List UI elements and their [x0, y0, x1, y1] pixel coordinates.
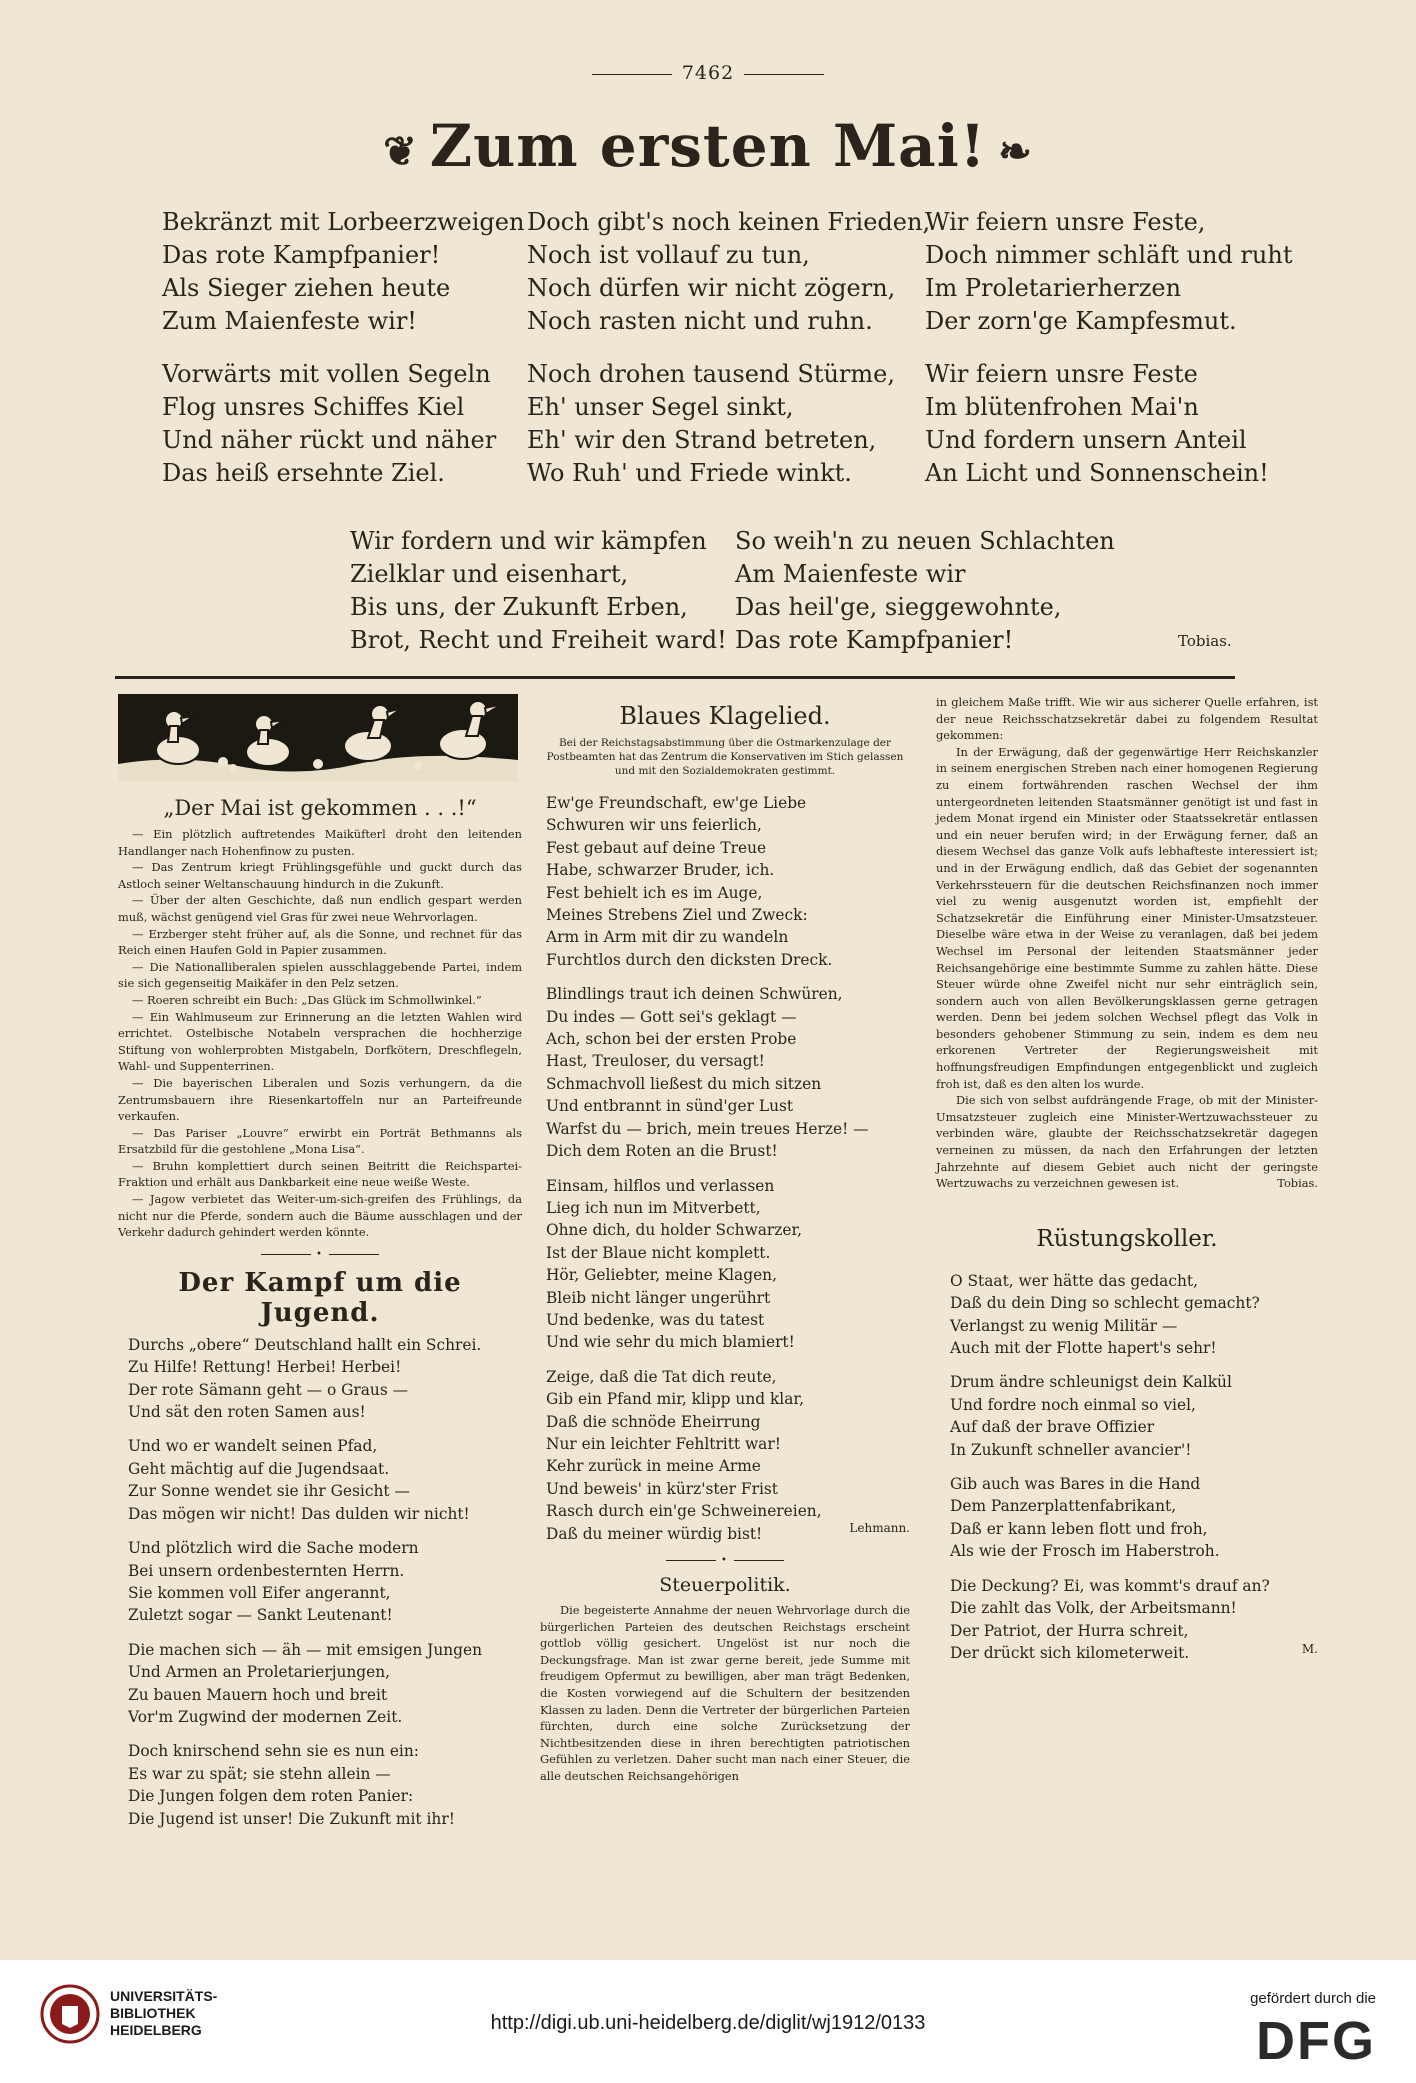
stanza: [162, 358, 524, 490]
verse-line: Gib ein Pfand mir, klipp und klar,: [546, 1390, 804, 1409]
verse-line: Zum Maienfeste wir!: [162, 307, 417, 335]
verse-line: Wir feiern unsre Feste: [925, 360, 1198, 388]
verse-line: In Zukunft schneller avancier'!: [950, 1440, 1192, 1459]
verse-line: Und wie sehr du mich blamiert!: [546, 1333, 795, 1352]
verse-line: Eh' unser Segel sinkt,: [527, 393, 794, 421]
verse-line: Kehr zurück in meine Arme: [546, 1457, 761, 1476]
note-paragraph: — Erzberger steht früher auf, als die Sonne, und rechnet für das Reich einen Haufen Gold in Papier zusammen.: [118, 926, 522, 958]
stanza: [925, 358, 1292, 490]
mai-notes: [118, 826, 522, 1241]
verse-line: Meines Strebens Ziel und Zweck:: [546, 906, 808, 925]
verse-line: Daß du dein Ding so schlecht gemacht?: [950, 1294, 1260, 1313]
left-column: [118, 694, 522, 1842]
verse-line: Im blütenfrohen Mai'n: [925, 393, 1199, 421]
page-title: ❦ Zum ersten Mai! ❧: [383, 112, 1033, 180]
verse-line: Noch rasten nicht und ruhn.: [527, 307, 873, 335]
verse-line: Und fordern unsern Anteil: [925, 426, 1247, 454]
steuer-cont-2: In der Erwägung, daß der gegenwärtige Herr Reichskanzler in seinem energischen Streben nach einer homogenen Regierung zu einem fortwährenden raschen Wechsel der ihm untergeordneten leitenden Staatsmänner genötigt ist und fast in jedem Monat irgend ein Minister oder Staatssekretär entlassen und ein neuer berufen wird; in der Erwägung ferner, daß an diesem Wechsel das ganze Volk aufs lebhafteste interessiert ist; und in der Erwägung endlich, daß das Gebiet der sogenannten Verkehrssteuern für die deutschen Reichsfinanzen noch immer viel zu wenig ausgenutzt worden ist, empfiehlt der Schatzsekretär die Einführung einer Minister-Umsatzsteuer. Dieselbe wäre etwa in der Weise zu veranlagen, daß bei jedem Wechsel im Personal der leitenden Staatsmänner jeder Reichsangehörige eine bestimmte Summe zu zahlen hätte. Diese Steuer würde ohne Zweifel nicht nur sehr einträglich sein, sondern auch von allen Bevölkerungsklassen gerne getragen werden. Denn bei jedem solchen Wechsel pflegt das Volk in besonders gehobener Stimmung zu sein, indem es dem neu erkorenen Vertreter der Regierungsweisheit mit hoffnungsfreudigen Empfindungen entgegenblickt und zugleich froh ist, daß es den alten los wurde.: [936, 744, 1318, 1091]
verse-line: Einsam, hilflos und verlassen: [546, 1176, 775, 1195]
verse-line: Brot, Recht und Freiheit ward!: [350, 626, 727, 654]
note-paragraph: — Das Pariser „Louvre“ erwirbt ein Porträt Bethmanns als Ersatzbild für die gestohlene „Mona Lisa“.: [118, 1125, 522, 1157]
verse-line: Das mögen wir nicht! Das dulden wir nicht!: [128, 1504, 470, 1523]
note-paragraph: — Roeren schreibt ein Buch: „Das Glück im Schmollwinkel.“: [132, 992, 482, 1007]
ruest-signature: M.: [1301, 1642, 1318, 1657]
verse-line: Dem Panzerplattenfabrikant,: [950, 1497, 1177, 1516]
verse-line: Noch ist vollauf zu tun,: [527, 241, 810, 269]
verse-line: Am Maienfeste wir: [735, 560, 966, 588]
verse-line: Und entbrannt in sünd'ger Lust: [546, 1097, 794, 1116]
kampf-title: Der Kampf um die Jugend.: [178, 1267, 462, 1328]
verse-line: Im Proletarierherzen: [925, 274, 1182, 302]
verse-line: Und beweis' in kürz'ster Frist: [546, 1479, 778, 1498]
goose-illustration-icon: [118, 694, 518, 782]
verse-line: Geht mächtig auf die Jugendsaat.: [128, 1459, 390, 1478]
ruest-title: Rüstungskoller.: [1036, 1225, 1218, 1252]
verse-line: Und Armen an Proletarierjungen,: [128, 1663, 391, 1682]
footer-bar: [0, 1960, 1416, 2083]
verse-line: Das rote Kampfpanier!: [735, 626, 1014, 654]
verse-line: Bekränzt mit Lorbeerzweigen: [162, 208, 525, 236]
poem-bottom-right: [735, 525, 1115, 657]
verse-line: Dich dem Roten an die Brust!: [546, 1142, 778, 1161]
verse-line: Noch dürfen wir nicht zögern,: [527, 274, 896, 302]
note-paragraph: — Bruhn komplettiert durch seinen Beitritt die Reichspartei-Fraktion und erhält aus Dankbarkeit eine neue weiße Weste.: [118, 1158, 522, 1190]
kampf-poem: [128, 1334, 522, 1830]
stanza: [925, 206, 1292, 338]
stanza: [128, 1334, 522, 1424]
verse-line: Der drückt sich kilometerweit.: [950, 1643, 1190, 1662]
verse-line: Und sät den roten Samen aus!: [128, 1403, 366, 1422]
stanza: [128, 1435, 522, 1525]
verse-line: Zuletzt sogar — Sankt Leutenant!: [128, 1606, 393, 1625]
verse-line: Das heil'ge, sieggewohnte,: [735, 593, 1062, 621]
verse-line: Daß du meiner würdig bist!: [546, 1524, 763, 1543]
page-number: 7462: [0, 62, 1416, 84]
verse-line: Es war zu spät; sie stehn allein —: [128, 1764, 391, 1783]
verse-line: Bei unsern ordenbesternten Herrn.: [128, 1561, 405, 1580]
verse-line: Die Jungen folgen dem roten Panier:: [128, 1787, 414, 1806]
verse-line: Als wie der Frosch im Haberstroh.: [950, 1542, 1220, 1561]
verse-line: Doch gibt's noch keinen Frieden,: [527, 208, 931, 236]
stanza: [546, 983, 910, 1162]
geese-vignette: [118, 694, 518, 782]
verse-line: Rasch durch ein'ge Schweinereien,: [546, 1502, 822, 1521]
verse-line: Furchtlos durch den dicksten Dreck.: [546, 950, 833, 969]
poem-bottom-left: [350, 525, 727, 657]
stanza: [950, 1473, 1318, 1563]
verse-line: Das rote Kampfpanier!: [162, 241, 441, 269]
verse-line: Doch nimmer schläft und ruht: [925, 241, 1293, 269]
verse-line: Der zorn'ge Kampfesmut.: [925, 307, 1237, 335]
verse-line: Auf daß der brave Offizier: [950, 1418, 1155, 1437]
klagelied-note: Bei der Reichstagsabstimmung über die Ostmarkenzulage der Postbeamten hat das Zentrum die Konservativen im Stich gelassen und mit den Sozialdemokraten gestimmt.: [546, 737, 904, 777]
verse-line: Ach, schon bei der ersten Probe: [546, 1030, 797, 1049]
verse-line: Ist der Blaue nicht komplett.: [546, 1243, 771, 1262]
stanza: [128, 1740, 522, 1830]
funded-by-text: gefördert durch die: [1250, 1990, 1376, 2007]
verse-line: Fest behielt ich es im Auge,: [546, 883, 763, 902]
verse-line: An Licht und Sonnenschein!: [925, 459, 1269, 487]
verse-line: Bleib nicht länger ungerührt: [546, 1288, 771, 1307]
verse-line: Die machen sich — äh — mit emsigen Jungen: [128, 1640, 483, 1659]
verse-line: Wir fordern und wir kämpfen: [350, 527, 707, 555]
verse-line: Arm in Arm mit dir zu wandeln: [546, 928, 789, 947]
verse-line: Warfst du — brich, mein treues Herze! —: [546, 1119, 869, 1138]
verse-line: Die zahlt das Volk, der Arbeitsmann!: [950, 1599, 1237, 1618]
stanza: [950, 1371, 1318, 1461]
verse-line: Daß die schnöde Eheirrung: [546, 1412, 761, 1431]
source-url-link[interactable]: http://digi.ub.uni-heidelberg.de/diglit/wj1912/0133: [490, 2012, 926, 2034]
verse-line: Die Jugend ist unser! Die Zukunft mit ihr!: [128, 1809, 455, 1828]
steuer-signature: Tobias.: [1277, 1175, 1318, 1190]
verse-line: So weih'n zu neuen Schlachten: [735, 527, 1115, 555]
klagelied-signature: Lehmann.: [849, 1521, 910, 1535]
verse-line: Hast, Treuloser, du versagt!: [546, 1052, 765, 1071]
verse-line: Und näher rückt und näher: [162, 426, 497, 454]
verse-line: Ohne dich, du holder Schwarzer,: [546, 1221, 803, 1240]
note-paragraph: — Die bayerischen Liberalen und Sozis verhungern, da die Zentrumsbauern ihre Riesenkartoffeln nur an Parteifreunde verkaufen.: [118, 1075, 522, 1124]
verse-line: Verlangst zu wenig Militär —: [950, 1316, 1178, 1335]
poem-col-2: [527, 206, 930, 510]
verse-line: Blindlings traut ich deinen Schwüren,: [546, 985, 843, 1004]
verse-line: Du indes — Gott sei's geklagt —: [546, 1007, 797, 1026]
verse-line: Hör, Geliebter, meine Klagen,: [546, 1266, 777, 1285]
verse-line: Zu Hilfe! Rettung! Herbei! Herbei!: [128, 1358, 402, 1377]
verse-line: Wo Ruh' und Friede winkt.: [527, 459, 852, 487]
poem-signature: Tobias.: [1178, 632, 1232, 650]
verse-line: Doch knirschend sehn sie es nun ein:: [128, 1742, 419, 1761]
verse-line: Und fordre noch einmal so viel,: [950, 1395, 1196, 1414]
klagelied-poem: [546, 792, 910, 1545]
stanza: [162, 206, 524, 338]
verse-line: Habe, schwarzer Bruder, ich.: [546, 861, 775, 880]
verse-line: Nur ein leichter Fehltritt war!: [546, 1434, 781, 1453]
note-paragraph: — Jagow verbietet das Weiter-um-sich-greifen des Frühlings, da nicht nur die Pferde, sondern auch die Bäume ausschlagen und der Verkehr dadurch gehindert werden könnte.: [118, 1192, 522, 1240]
verse-line: Eh' wir den Strand betreten,: [527, 426, 877, 454]
verse-line: Drum ändre schleunigst dein Kalkül: [950, 1373, 1232, 1392]
steuer-cont-3: Die sich von selbst aufdrängende Frage, ob mit der Minister-Umsatzsteuer zugleich eine Minister-Wertzuwachssteuer zu verbinden wäre, glaubte der Reichsschatzsekretär dagegen verneinen zu müssen, da nach den Erfahrungen der letzten Jahrzehnte auf diesem Gebiet auch nicht der geringste Wertzuwachs zu verzeichnen gewesen ist.: [936, 1093, 1318, 1191]
verse-line: Zielklar und eisenhart,: [350, 560, 629, 588]
verse-line: Vorwärts mit vollen Segeln: [162, 360, 491, 388]
poem-col-1: [162, 206, 524, 510]
middle-column: [540, 694, 910, 1785]
stanza: [546, 1366, 910, 1545]
poem-col-3: [925, 206, 1292, 510]
stanza: [128, 1639, 522, 1729]
verse-line: Und plötzlich wird die Sache modern: [128, 1539, 419, 1558]
steuer-cont-1: in gleichem Maße trifft. Wie wir aus sicherer Quelle erfahren, ist der neue Reichsschatzsekretär dabei zu folgendem Resultat gekommen:: [936, 695, 1318, 743]
verse-line: Bis uns, der Zukunft Erben,: [350, 593, 688, 621]
verse-line: Zu bauen Mauern hoch und breit: [128, 1685, 388, 1704]
separator: •: [118, 1249, 522, 1260]
verse-line: Der Patriot, der Hurra schreit,: [950, 1621, 1189, 1640]
stanza: [546, 792, 910, 971]
verse-line: Flog unsres Schiffes Kiel: [162, 393, 465, 421]
verse-line: Sie kommen voll Eifer angerannt,: [128, 1583, 391, 1602]
verse-line: Schmachvoll ließest du mich sitzen: [546, 1074, 822, 1093]
verse-line: Schwuren wir uns feierlich,: [546, 816, 762, 835]
verse-line: Zur Sonne wendet sie ihr Gesicht —: [128, 1482, 410, 1501]
verse-line: Zeige, daß die Tat dich reute,: [546, 1367, 777, 1386]
verse-line: Vor'm Zugwind der modernen Zeit.: [128, 1707, 403, 1726]
verse-line: Ew'ge Freundschaft, ew'ge Liebe: [546, 794, 807, 812]
ruest-poem: [950, 1270, 1318, 1665]
note-paragraph: — Ein plötzlich auftretendes Maiküfterl droht den leitenden Handlanger nach Hohenfinow zu pusten.: [118, 827, 522, 858]
stanza: [128, 1537, 522, 1627]
dfg-logo: DFG: [1256, 2011, 1376, 2071]
steuer-title: Steuerpolitik.: [659, 1574, 791, 1596]
verse-line: Daß er kann leben flott und froh,: [950, 1519, 1208, 1538]
separator: •: [540, 1555, 910, 1566]
note-paragraph: — Ein Wahlmuseum zur Erinnerung an die letzten Wahlen wird errichtet. Ostelbische Notabeln versprachen die hochherzige Stiftung von wohlerprobten Mistgabeln, Dorfkötern, Dreschflegeln, Wahl- und Suppenterrinen.: [118, 1009, 522, 1074]
note-paragraph: — Über der alten Geschichte, daß nun endlich gespart werden muß, wächst genügend viel Gras für zwei neue Wehrvorlagen.: [118, 893, 522, 924]
steuer-text: Die begeisterte Annahme der neuen Wehrvorlage durch die bürgerlichen Parteien des deutschen Reichstags erscheint gottlob völlig gesichert. Ungelöst ist nur noch die Deckungsfrage. Man ist zwar gerne bereit, jede Summe mit freudigem Opfermut zu bewilligen, aber man trägt Bedenken, die Kosten vorwiegend auf die Schultern der besitzenden Klassen zu laden. Denn die Vertreter der bürgerlichen Parteien fürchten, durch eine solche Zurücksetzung der Nichtbesitzenden diese in ihren berechtigten patriotischen Gefühlen zu verletzen. Daher sucht man nach einer Steuer, die alle deutschen Reichsangehörigen: [540, 1603, 910, 1783]
verse-line: Das heiß ersehnte Ziel.: [162, 459, 445, 487]
university-name: UNIVERSITÄTS- BIBLIOTHEK HEIDELBERG: [110, 1988, 218, 2038]
verse-line: Durchs „obere“ Deutschland hallt ein Schrei.: [128, 1335, 482, 1354]
note-paragraph: — Die Nationalliberalen spielen ausschlaggebende Partei, indem sie sich gegenseitig Maikäfer in den Pelz setzen.: [118, 959, 522, 991]
stanza: [546, 1175, 910, 1354]
klagelied-title: Blaues Klagelied.: [619, 702, 831, 730]
section-divider: [115, 676, 1235, 679]
verse-line: Die Deckung? Ei, was kommt's drauf an?: [950, 1576, 1270, 1595]
verse-line: Der rote Sämann geht — o Graus —: [128, 1380, 409, 1399]
verse-line: Wir feiern unsre Feste,: [925, 208, 1206, 236]
verse-line: Gib auch was Bares in die Hand: [950, 1475, 1201, 1494]
verse-line: Lieg ich nun im Mitverbett,: [546, 1198, 761, 1217]
stanza: [950, 1270, 1318, 1360]
verse-line: Noch drohen tausend Stürme,: [527, 360, 895, 388]
verse-line: Als Sieger ziehen heute: [162, 274, 451, 302]
verse-line: Und bedenke, was du tatest: [546, 1310, 765, 1329]
verse-line: O Staat, wer hätte das gedacht,: [950, 1271, 1198, 1290]
note-paragraph: — Das Zentrum kriegt Frühlingsgefühle und guckt durch das Astloch seiner Weltanschauung hindurch in die Zukunft.: [118, 860, 522, 891]
ornament-left-icon: ❦: [383, 127, 418, 175]
verse-line: Und wo er wandelt seinen Pfad,: [128, 1437, 378, 1456]
right-column: [936, 694, 1318, 1662]
mai-heading: „Der Mai ist gekommen . . .!“: [163, 796, 477, 820]
ornament-right-icon: ❧: [998, 127, 1033, 175]
stanza: [527, 206, 930, 338]
verse-line: Fest gebaut auf deine Treue: [546, 838, 767, 857]
stanza: [527, 358, 930, 490]
verse-line: Auch mit der Flotte hapert's sehr!: [950, 1339, 1217, 1358]
